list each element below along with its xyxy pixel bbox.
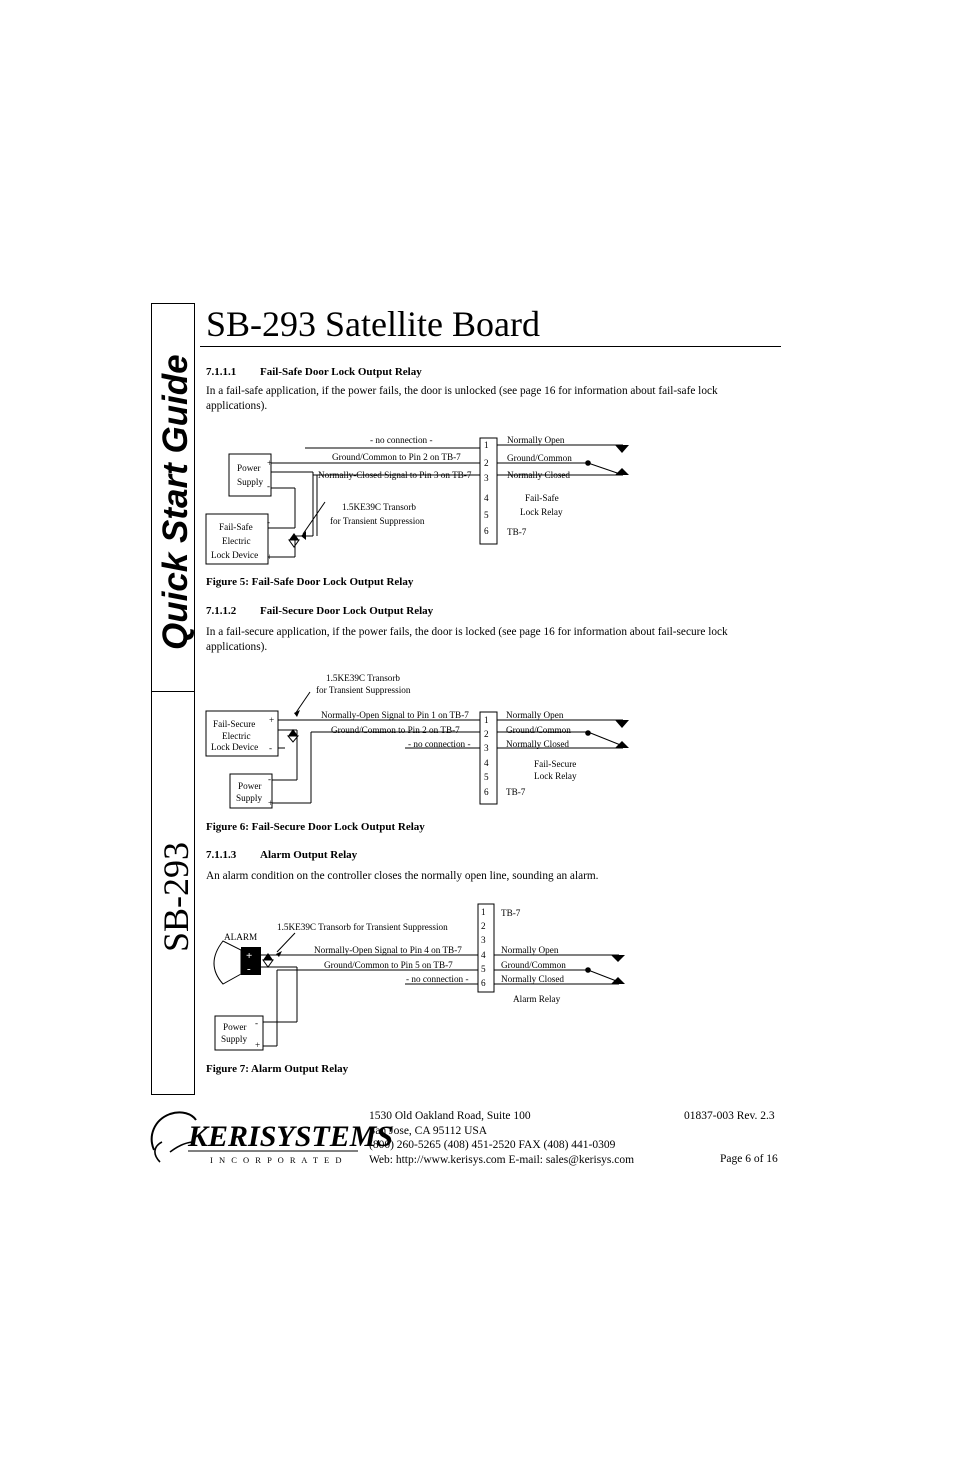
svg-text:-: - xyxy=(267,481,271,491)
output-label: Ground/Common xyxy=(507,453,572,463)
section-title: Fail-Safe Door Lock Output Relay xyxy=(260,366,422,378)
power-label: Supply xyxy=(236,793,263,803)
wire-label: Normally-Closed Signal to Pin 3 on TB-7 xyxy=(318,470,472,480)
body-line: In a fail-secure application, if the power fails, the door is locked (see page 16 for information about fail-secure lock xyxy=(206,626,728,638)
address-line: San Jose, CA 95112 USA xyxy=(369,1124,488,1137)
wire-label: - no connection - xyxy=(370,435,433,445)
tb-label: TB-7 xyxy=(501,908,521,918)
web-line: Web: http://www.kerisys.com E-mail: sales@kerisys.com xyxy=(369,1153,635,1166)
section-number: 7.1.1.3 xyxy=(206,849,237,861)
transorb-label: 1.5KE39C Transorb xyxy=(326,673,401,683)
svg-text:2: 2 xyxy=(484,458,489,468)
svg-text:4: 4 xyxy=(484,493,489,503)
power-label: Power xyxy=(238,781,262,791)
svg-text:1: 1 xyxy=(484,440,489,450)
svg-text:5: 5 xyxy=(484,510,489,520)
wire-label: Ground/Common to Pin 2 on TB-7 xyxy=(331,725,460,735)
power-label: Power xyxy=(237,463,261,473)
body-line: applications). xyxy=(206,400,268,412)
svg-text:-: - xyxy=(247,963,251,975)
section-number: 7.1.1.2 xyxy=(206,605,237,617)
address-line: 1530 Old Oakland Road, Suite 100 xyxy=(369,1110,531,1122)
transorb-label: 1.5KE39C Transorb for Transient Suppression xyxy=(277,922,448,932)
section-body xyxy=(206,625,781,655)
transorb-label: for Transient Suppression xyxy=(330,516,425,526)
svg-text:-: - xyxy=(269,743,273,753)
section-title: Fail-Secure Door Lock Output Relay xyxy=(260,605,434,617)
relay-label: Fail-Secure xyxy=(534,759,577,769)
relay-label: Lock Relay xyxy=(534,771,577,781)
section-heading xyxy=(206,605,433,617)
logo-wordmark: KERISYSTEMS xyxy=(188,1120,394,1153)
page-title: SB-293 Satellite Board xyxy=(206,304,540,344)
section-body xyxy=(206,869,781,884)
power-label: Power xyxy=(223,1022,247,1032)
svg-text:6: 6 xyxy=(484,526,489,536)
figure-caption: Figure 5: Fail-Safe Door Lock Output Relay xyxy=(206,576,414,588)
svg-text:-: - xyxy=(255,1018,259,1028)
svg-text:+: + xyxy=(268,798,274,808)
tb-label: TB-7 xyxy=(506,787,526,797)
body-line: In a fail-safe application, if the power fails, the door is unlocked (see page 16 for information about fail-safe lock xyxy=(206,385,718,397)
svg-text:5: 5 xyxy=(481,964,486,974)
device-label: Lock Device xyxy=(211,550,259,560)
wire-label: Ground/Common to Pin 2 on TB-7 xyxy=(332,452,461,462)
section-title: Alarm Output Relay xyxy=(260,849,358,861)
sidebar-guide-label: Quick Start Guide xyxy=(156,354,195,650)
svg-text:2: 2 xyxy=(484,729,489,739)
section-body xyxy=(206,384,781,414)
svg-text:6: 6 xyxy=(484,787,489,797)
output-label: Normally Open xyxy=(507,435,565,445)
sidebar-product-label: SB-293 xyxy=(156,841,196,952)
title-rule xyxy=(200,346,781,347)
body-line: An alarm condition on the controller closes the normally open line, sounding an alarm. xyxy=(206,870,599,882)
svg-text:3: 3 xyxy=(484,473,489,483)
svg-text:4: 4 xyxy=(481,950,486,960)
output-label: Normally Closed xyxy=(501,974,565,984)
svg-text:+: + xyxy=(267,552,273,562)
svg-text:4: 4 xyxy=(484,758,489,768)
device-label: Electric xyxy=(222,731,251,741)
transorb-label: 1.5KE39C Transorb xyxy=(342,502,417,512)
power-label: Supply xyxy=(237,477,264,487)
figure-caption: Figure 6: Fail-Secure Door Lock Output Relay xyxy=(206,821,425,833)
footer-address xyxy=(369,1109,634,1167)
figure-7-diagram xyxy=(205,900,630,1058)
wire-label: Normally-Open Signal to Pin 1 on TB-7 xyxy=(321,710,469,720)
figure-5-diagram xyxy=(205,430,635,570)
section-heading xyxy=(206,849,357,861)
svg-text:+: + xyxy=(246,950,253,962)
transorb-label: for Transient Suppression xyxy=(316,685,411,695)
figure-6-diagram xyxy=(205,670,635,810)
section-number: 7.1.1.1 xyxy=(206,366,237,378)
doc-revision: 01837-003 Rev. 2.3 xyxy=(684,1110,775,1122)
page-number: Page 6 of 16 xyxy=(720,1153,778,1165)
wire-label: Normally-Open Signal to Pin 4 on TB-7 xyxy=(314,945,462,955)
output-label: Ground/Common xyxy=(501,960,566,970)
output-label: Normally Open xyxy=(506,710,564,720)
logo-subtitle: I N C O R P O R A T E D xyxy=(210,1155,344,1165)
alarm-label: ALARM xyxy=(224,932,258,942)
relay-label: Lock Relay xyxy=(520,507,563,517)
device-label: Electric xyxy=(222,536,251,546)
body-line: applications). xyxy=(206,641,268,653)
output-label: Normally Closed xyxy=(506,739,570,749)
relay-label: Alarm Relay xyxy=(513,994,561,1004)
sidebar-divider xyxy=(151,691,195,692)
phone-line: (800) 260-5265 (408) 451-2520 FAX (408) 441-0309 xyxy=(369,1139,616,1151)
svg-text:2: 2 xyxy=(481,921,486,931)
kerisystems-logo xyxy=(148,1106,394,1166)
wire-label: - no connection - xyxy=(406,974,469,984)
output-label: Ground/Common xyxy=(506,725,571,735)
output-label: Normally Closed xyxy=(507,470,571,480)
figure-caption: Figure 7: Alarm Output Relay xyxy=(206,1063,349,1075)
tb-label: TB-7 xyxy=(507,527,527,537)
svg-text:+: + xyxy=(255,1040,261,1050)
svg-text:1: 1 xyxy=(484,715,489,725)
output-label: Normally Open xyxy=(501,945,559,955)
svg-text:3: 3 xyxy=(484,743,489,753)
svg-text:+: + xyxy=(269,715,275,725)
relay-label: Fail-Safe xyxy=(525,493,559,503)
svg-text:1: 1 xyxy=(481,907,486,917)
power-label: Supply xyxy=(221,1034,248,1044)
device-label: Fail-Safe xyxy=(219,522,253,532)
wire-label: Ground/Common to Pin 5 on TB-7 xyxy=(324,960,453,970)
device-label: Lock Device xyxy=(211,742,259,752)
svg-text:+: + xyxy=(267,458,273,468)
svg-text:-: - xyxy=(267,517,271,527)
wire-label: - no connection - xyxy=(408,739,471,749)
svg-text:5: 5 xyxy=(484,772,489,782)
svg-text:6: 6 xyxy=(481,978,486,988)
svg-text:3: 3 xyxy=(481,935,486,945)
device-label: Fail-Secure xyxy=(213,719,256,729)
svg-text:-: - xyxy=(268,774,272,784)
section-heading xyxy=(206,366,422,378)
